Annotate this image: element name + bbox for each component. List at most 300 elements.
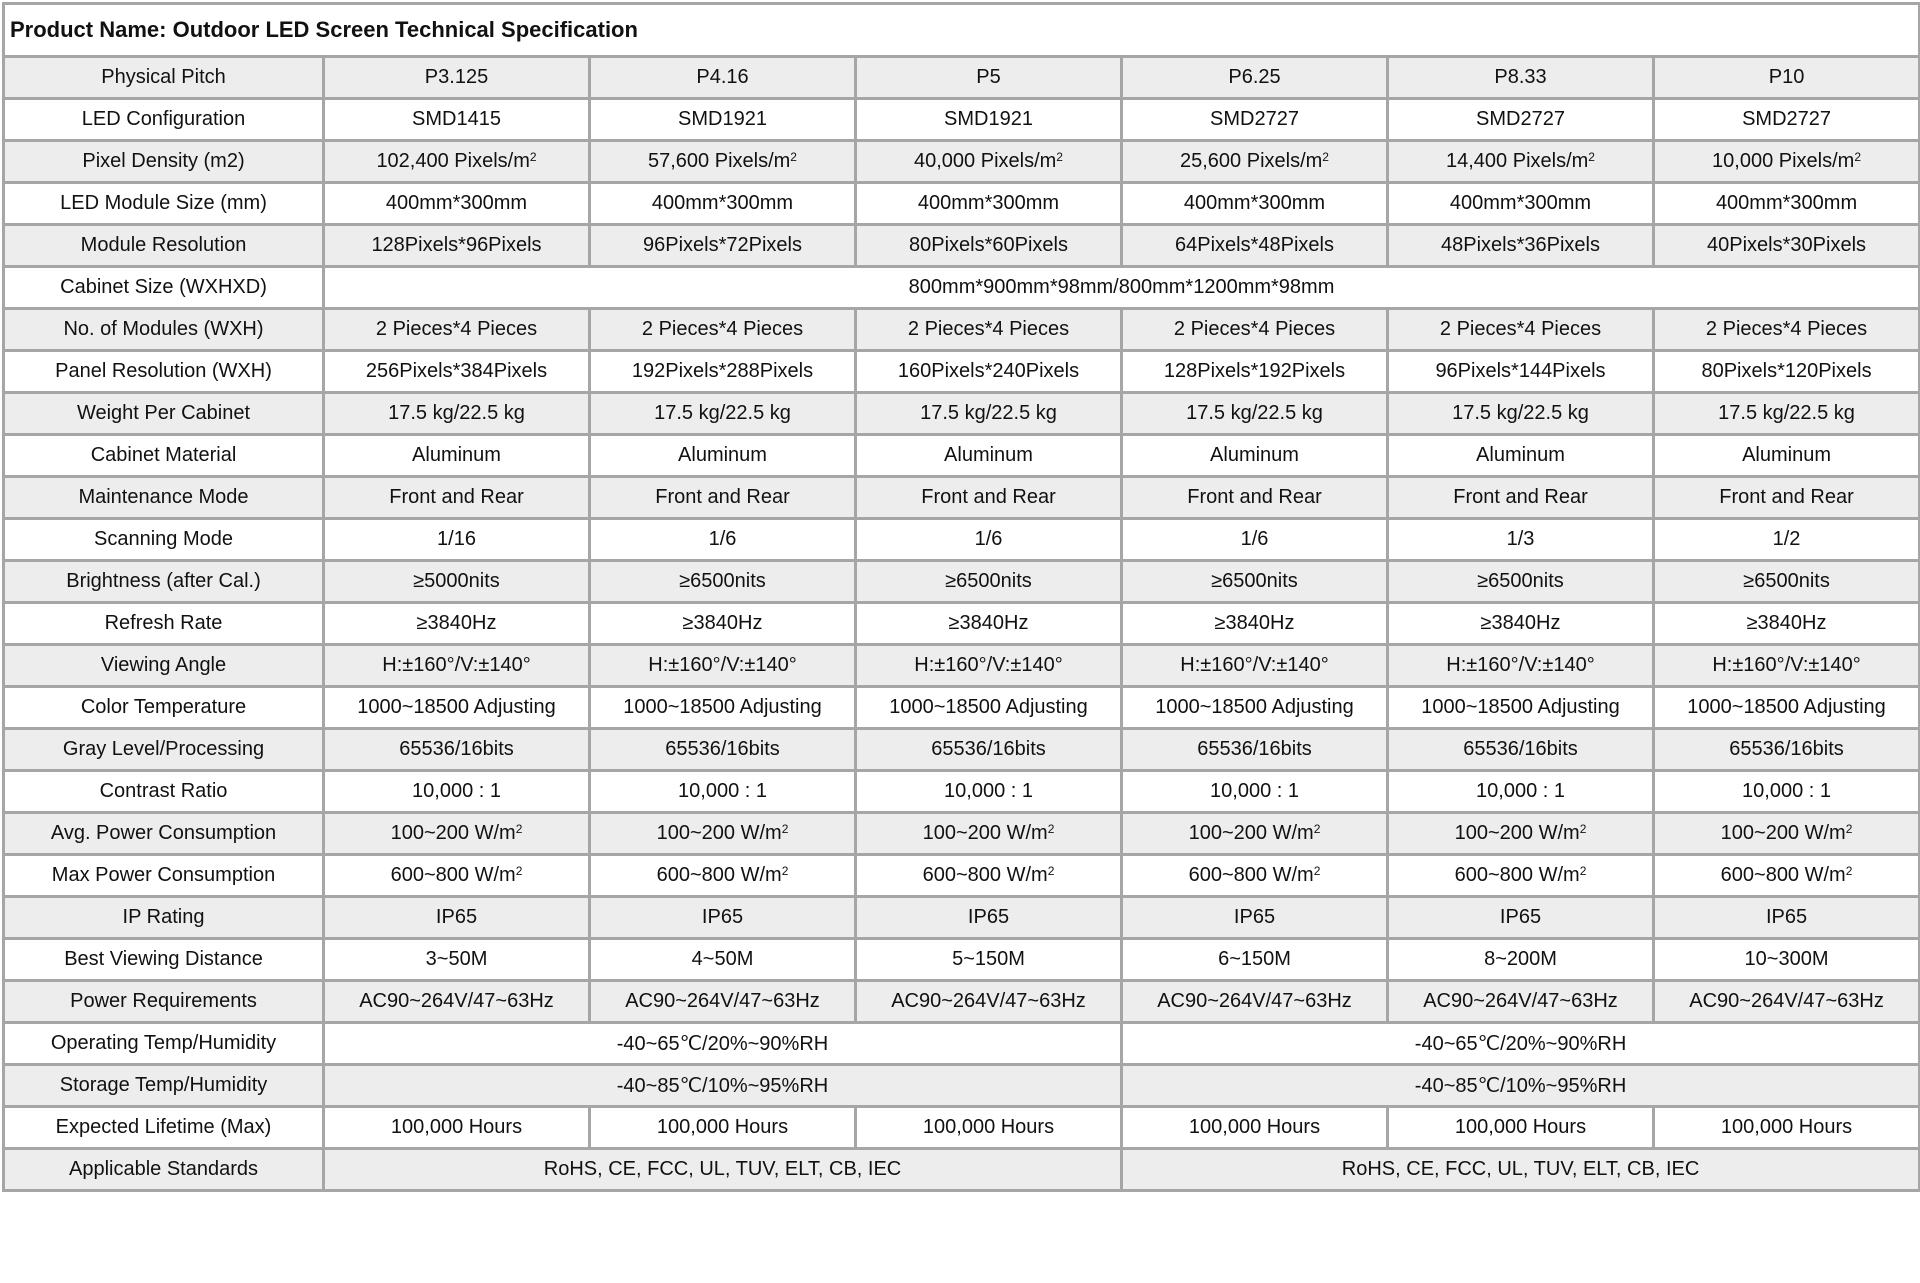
table-cell [324, 435, 590, 477]
cell-value: -40~65℃/20%~90%RH [616, 1033, 829, 1055]
cell-value: 17.5 kg/22.5 kg [920, 402, 1057, 424]
table-cell [1654, 519, 1920, 561]
table-cell [1654, 477, 1920, 519]
table-cell [1388, 435, 1654, 477]
cell-value: 600~800 W/m [390, 864, 516, 886]
table-cell [324, 1107, 590, 1149]
table-cell [590, 939, 856, 981]
table-cell [1122, 939, 1388, 981]
cell-value: SMD1921 [944, 108, 1033, 130]
cell-value: AC90~264V/47~63Hz [1157, 990, 1352, 1012]
cell-value: AC90~264V/47~63Hz [359, 990, 554, 1012]
cell-superscript: 2 [1845, 822, 1853, 836]
row-label: Expected Lifetime (Max) [4, 1107, 324, 1149]
table-row [4, 1149, 1920, 1191]
table-row [4, 267, 1920, 309]
table-cell [856, 897, 1122, 939]
table-cell [1122, 729, 1388, 771]
cell-value: 100,000 Hours [922, 1116, 1055, 1138]
table-cell [1388, 225, 1654, 267]
cell-value: SMD2727 [1210, 108, 1299, 130]
table-row [4, 183, 1920, 225]
table-cell [590, 561, 856, 603]
cell-value: Aluminum [678, 444, 767, 466]
cell-value: H:±160°/V:±140° [648, 654, 797, 676]
row-label: Storage Temp/Humidity [4, 1065, 324, 1107]
table-cell [1388, 183, 1654, 225]
table-row [4, 351, 1920, 393]
cell-value: 5~150M [952, 948, 1025, 970]
table-row [4, 771, 1920, 813]
cell-value: 57,600 Pixels/m [648, 150, 791, 172]
cell-value: 17.5 kg/22.5 kg [1186, 402, 1323, 424]
table-cell [1388, 57, 1654, 99]
table-cell [1654, 897, 1920, 939]
row-label: Brightness (after Cal.) [4, 561, 324, 603]
cell-value: 100,000 Hours [1720, 1116, 1853, 1138]
table-cell [324, 603, 590, 645]
table-cell [324, 729, 590, 771]
table-cell [590, 225, 856, 267]
table-cell [856, 57, 1122, 99]
table-cell [1122, 1023, 1920, 1065]
table-cell [1388, 561, 1654, 603]
table-cell [1122, 141, 1388, 183]
table-cell [1654, 183, 1920, 225]
cell-superscript: 2 [790, 150, 797, 164]
cell-value: 1000~18500 Adjusting [357, 696, 556, 718]
table-row [4, 309, 1920, 351]
table-cell [324, 393, 590, 435]
cell-value: P4.16 [696, 66, 749, 88]
cell-value: P6.25 [1228, 66, 1281, 88]
cell-value: 192Pixels*288Pixels [631, 360, 814, 382]
cell-value: 100~200 W/m [1454, 822, 1580, 844]
cell-value: 400mm*300mm [917, 192, 1060, 214]
table-cell [590, 855, 856, 897]
table-cell [856, 477, 1122, 519]
cell-value: AC90~264V/47~63Hz [1689, 990, 1884, 1012]
row-label: LED Module Size (mm) [4, 183, 324, 225]
table-row [4, 57, 1920, 99]
cell-value: 65536/16bits [1729, 738, 1844, 760]
cell-value: IP65 [1765, 906, 1808, 928]
table-cell [1654, 393, 1920, 435]
row-label: Pixel Density (m2) [4, 141, 324, 183]
table-row [4, 1107, 1920, 1149]
cell-value: 1/2 [1772, 528, 1801, 550]
table-cell [590, 771, 856, 813]
table-cell [324, 99, 590, 141]
row-label: Weight Per Cabinet [4, 393, 324, 435]
table-cell [590, 393, 856, 435]
table-cell [324, 687, 590, 729]
table-cell [856, 141, 1122, 183]
cell-value: 4~50M [691, 948, 754, 970]
table-cell [856, 687, 1122, 729]
row-label: IP Rating [4, 897, 324, 939]
cell-value: 128Pixels*192Pixels [1163, 360, 1346, 382]
table-cell [1122, 897, 1388, 939]
cell-value: 100~200 W/m [656, 822, 782, 844]
table-cell [1122, 99, 1388, 141]
table-cell [856, 435, 1122, 477]
spec-table-body [4, 4, 1920, 1191]
cell-value: SMD1415 [412, 108, 501, 130]
table-cell [856, 99, 1122, 141]
table-row [4, 519, 1920, 561]
table-cell [1122, 771, 1388, 813]
cell-value: Aluminum [1742, 444, 1831, 466]
table-row [4, 897, 1920, 939]
cell-value: 65536/16bits [931, 738, 1046, 760]
table-row [4, 225, 1920, 267]
row-label: Operating Temp/Humidity [4, 1023, 324, 1065]
page-title: Product Name: Outdoor LED Screen Technical Specification [4, 4, 1920, 57]
cell-value: 600~800 W/m [1454, 864, 1580, 886]
cell-value: -40~65℃/20%~90%RH [1414, 1033, 1627, 1055]
cell-value: IP65 [1499, 906, 1542, 928]
row-label: Gray Level/Processing [4, 729, 324, 771]
row-label: LED Configuration [4, 99, 324, 141]
table-cell [1122, 813, 1388, 855]
cell-value: IP65 [1233, 906, 1276, 928]
cell-value: 100~200 W/m [390, 822, 516, 844]
cell-value: 100,000 Hours [656, 1116, 789, 1138]
table-cell [1122, 645, 1388, 687]
table-cell [1654, 225, 1920, 267]
cell-value: 100~200 W/m [1188, 822, 1314, 844]
table-cell [1388, 729, 1654, 771]
table-cell [1654, 603, 1920, 645]
cell-superscript: 2 [1579, 822, 1587, 836]
table-cell [1122, 561, 1388, 603]
table-cell [1654, 435, 1920, 477]
table-cell [590, 141, 856, 183]
table-cell [1388, 141, 1654, 183]
table-cell [1388, 897, 1654, 939]
table-row [4, 687, 1920, 729]
spec-table [2, 2, 1920, 1192]
cell-value: H:±160°/V:±140° [1446, 654, 1595, 676]
table-cell [1122, 1149, 1920, 1191]
cell-value: H:±160°/V:±140° [1712, 654, 1861, 676]
row-label: Max Power Consumption [4, 855, 324, 897]
cell-value: 10,000 : 1 [412, 780, 501, 802]
cell-superscript: 2 [1845, 864, 1853, 878]
table-cell [590, 645, 856, 687]
table-row [4, 435, 1920, 477]
table-cell [1388, 1107, 1654, 1149]
cell-value: ≥3840Hz [416, 612, 497, 634]
cell-value: IP65 [435, 906, 478, 928]
cell-value: 2 Pieces*4 Pieces [1705, 318, 1868, 340]
cell-value: 80Pixels*60Pixels [909, 234, 1068, 256]
cell-value: SMD2727 [1476, 108, 1565, 130]
cell-value: ≥3840Hz [948, 612, 1029, 634]
cell-value: 65536/16bits [1197, 738, 1312, 760]
row-label: Cabinet Material [4, 435, 324, 477]
cell-superscript: 2 [515, 864, 523, 878]
cell-value: Aluminum [944, 444, 1033, 466]
table-cell [856, 855, 1122, 897]
row-label: Power Requirements [4, 981, 324, 1023]
cell-value: H:±160°/V:±140° [914, 654, 1063, 676]
table-cell [1654, 813, 1920, 855]
cell-value: -40~85℃/10%~95%RH [616, 1075, 829, 1097]
cell-value: 400mm*300mm [1449, 192, 1592, 214]
table-cell [324, 897, 590, 939]
table-cell [1654, 855, 1920, 897]
cell-value: 100~200 W/m [1720, 822, 1846, 844]
cell-value: Front and Rear [1719, 486, 1854, 508]
table-cell [324, 225, 590, 267]
cell-value: P8.33 [1494, 66, 1547, 88]
cell-value: ≥3840Hz [1214, 612, 1295, 634]
table-cell [590, 603, 856, 645]
cell-value: ≥5000nits [413, 570, 500, 592]
table-cell [1122, 183, 1388, 225]
cell-value: RoHS, CE, FCC, UL, TUV, ELT, CB, IEC [1341, 1158, 1700, 1180]
cell-value: 17.5 kg/22.5 kg [1718, 402, 1855, 424]
cell-value: 1000~18500 Adjusting [889, 696, 1088, 718]
table-cell [856, 771, 1122, 813]
cell-superscript: 2 [1313, 864, 1321, 878]
cell-value: 40Pixels*30Pixels [1707, 234, 1867, 256]
table-cell [590, 351, 856, 393]
cell-value: 100,000 Hours [1454, 1116, 1587, 1138]
table-cell [324, 855, 590, 897]
table-cell [856, 309, 1122, 351]
table-cell [1122, 855, 1388, 897]
table-cell [324, 813, 590, 855]
cell-value: 1000~18500 Adjusting [623, 696, 822, 718]
cell-value: Front and Rear [389, 486, 524, 508]
table-cell [1388, 687, 1654, 729]
row-label: Maintenance Mode [4, 477, 324, 519]
table-row [4, 1023, 1920, 1065]
cell-value: AC90~264V/47~63Hz [1423, 990, 1618, 1012]
row-label: Best Viewing Distance [4, 939, 324, 981]
cell-value: 8~200M [1484, 948, 1557, 970]
cell-value: AC90~264V/47~63Hz [625, 990, 820, 1012]
cell-value: 10~300M [1744, 948, 1829, 970]
table-cell [324, 183, 590, 225]
table-cell [324, 141, 590, 183]
cell-value: 600~800 W/m [922, 864, 1048, 886]
table-cell [324, 309, 590, 351]
cell-value: 65536/16bits [665, 738, 780, 760]
table-cell [1654, 351, 1920, 393]
row-label: Cabinet Size (WXHXD) [4, 267, 324, 309]
cell-value: 2 Pieces*4 Pieces [1439, 318, 1602, 340]
table-cell [856, 603, 1122, 645]
cell-superscript: 2 [1854, 150, 1862, 164]
table-cell [324, 561, 590, 603]
cell-value: 100~200 W/m [922, 822, 1048, 844]
cell-value: 128Pixels*96Pixels [371, 234, 542, 256]
table-cell [324, 981, 590, 1023]
table-cell [1388, 309, 1654, 351]
table-row [4, 141, 1920, 183]
table-cell [324, 267, 1920, 309]
cell-value: ≥6500nits [1477, 570, 1564, 592]
table-row [4, 981, 1920, 1023]
cell-value: 10,000 : 1 [678, 780, 767, 802]
cell-value: 102,400 Pixels/m [376, 150, 530, 172]
table-cell [590, 435, 856, 477]
table-cell [1388, 393, 1654, 435]
cell-superscript: 2 [529, 150, 537, 164]
table-cell [590, 687, 856, 729]
cell-value: 1/16 [437, 528, 476, 550]
cell-value: ≥3840Hz [1480, 612, 1561, 634]
table-cell [1654, 645, 1920, 687]
cell-value: H:±160°/V:±140° [1180, 654, 1329, 676]
table-cell [324, 771, 590, 813]
cell-value: 600~800 W/m [1720, 864, 1846, 886]
cell-value: 17.5 kg/22.5 kg [1452, 402, 1589, 424]
cell-value: 14,400 Pixels/m [1446, 150, 1589, 172]
table-cell [1122, 1107, 1388, 1149]
cell-value: 10,000 : 1 [944, 780, 1033, 802]
table-cell [590, 1107, 856, 1149]
table-cell [1654, 687, 1920, 729]
table-cell [1122, 1065, 1920, 1107]
row-label: Scanning Mode [4, 519, 324, 561]
cell-value: IP65 [701, 906, 744, 928]
cell-value: ≥6500nits [945, 570, 1032, 592]
table-cell [1654, 141, 1920, 183]
row-label: Color Temperature [4, 687, 324, 729]
row-label: Applicable Standards [4, 1149, 324, 1191]
cell-value: H:±160°/V:±140° [382, 654, 531, 676]
cell-value: Aluminum [412, 444, 501, 466]
table-cell [1122, 393, 1388, 435]
table-cell [324, 939, 590, 981]
table-cell [1388, 939, 1654, 981]
table-row [4, 561, 1920, 603]
cell-value: 65536/16bits [1463, 738, 1578, 760]
cell-value: 1000~18500 Adjusting [1155, 696, 1354, 718]
cell-value: 600~800 W/m [656, 864, 782, 886]
cell-value: 800mm*900mm*98mm/800mm*1200mm*98mm [908, 276, 1335, 298]
table-cell [856, 1107, 1122, 1149]
table-cell [856, 645, 1122, 687]
cell-superscript: 2 [1322, 150, 1329, 164]
cell-superscript: 2 [1047, 822, 1055, 836]
table-cell [1654, 981, 1920, 1023]
cell-value: ≥6500nits [679, 570, 766, 592]
table-row [4, 393, 1920, 435]
title-row [4, 4, 1920, 57]
cell-value: 3~50M [425, 948, 488, 970]
cell-superscript: 2 [515, 822, 523, 836]
cell-value: 10,000 : 1 [1210, 780, 1299, 802]
cell-value: 2 Pieces*4 Pieces [907, 318, 1070, 340]
spec-sheet [2, 2, 1917, 1192]
table-cell [1122, 57, 1388, 99]
row-label: Physical Pitch [4, 57, 324, 99]
row-label: Panel Resolution (WXH) [4, 351, 324, 393]
table-cell [324, 1065, 1122, 1107]
cell-superscript: 2 [781, 822, 789, 836]
cell-value: RoHS, CE, FCC, UL, TUV, ELT, CB, IEC [543, 1158, 902, 1180]
table-cell [590, 99, 856, 141]
cell-value: 400mm*300mm [651, 192, 794, 214]
table-cell [1122, 435, 1388, 477]
cell-value: Aluminum [1476, 444, 1565, 466]
cell-superscript: 2 [1056, 150, 1063, 164]
row-label: Contrast Ratio [4, 771, 324, 813]
cell-value: 64Pixels*48Pixels [1175, 234, 1334, 256]
table-cell [324, 1149, 1122, 1191]
table-row [4, 99, 1920, 141]
cell-value: 2 Pieces*4 Pieces [641, 318, 804, 340]
cell-value: Front and Rear [1187, 486, 1322, 508]
cell-value: 25,600 Pixels/m [1180, 150, 1323, 172]
table-cell [324, 477, 590, 519]
cell-value: 96Pixels*72Pixels [643, 234, 802, 256]
table-row [4, 813, 1920, 855]
cell-value: 80Pixels*120Pixels [1701, 360, 1872, 382]
cell-value: 65536/16bits [399, 738, 514, 760]
cell-value: 2 Pieces*4 Pieces [1173, 318, 1336, 340]
table-cell [1654, 771, 1920, 813]
cell-value: 10,000 Pixels/m [1712, 150, 1855, 172]
cell-superscript: 2 [1579, 864, 1587, 878]
cell-value: 10,000 : 1 [1476, 780, 1565, 802]
cell-value: 17.5 kg/22.5 kg [388, 402, 525, 424]
cell-value: -40~85℃/10%~95%RH [1414, 1075, 1627, 1097]
table-cell [1388, 645, 1654, 687]
cell-superscript: 2 [1313, 822, 1321, 836]
table-row [4, 1065, 1920, 1107]
table-cell [1122, 309, 1388, 351]
table-cell [590, 813, 856, 855]
cell-value: 1000~18500 Adjusting [1421, 696, 1620, 718]
cell-value: 1/6 [708, 528, 737, 550]
table-cell [856, 393, 1122, 435]
row-label: Module Resolution [4, 225, 324, 267]
table-cell [856, 351, 1122, 393]
table-cell [856, 981, 1122, 1023]
cell-value: ≥6500nits [1211, 570, 1298, 592]
table-cell [590, 897, 856, 939]
table-cell [1654, 561, 1920, 603]
table-cell [856, 225, 1122, 267]
table-cell [590, 477, 856, 519]
cell-value: ≥3840Hz [682, 612, 763, 634]
cell-value: 160Pixels*240Pixels [897, 360, 1080, 382]
cell-superscript: 2 [781, 864, 789, 878]
cell-value: 256Pixels*384Pixels [365, 360, 548, 382]
table-cell [1388, 771, 1654, 813]
table-cell [1654, 939, 1920, 981]
table-row [4, 855, 1920, 897]
cell-value: 400mm*300mm [1715, 192, 1858, 214]
table-cell [324, 351, 590, 393]
table-cell [1122, 981, 1388, 1023]
row-label: Avg. Power Consumption [4, 813, 324, 855]
cell-superscript: 2 [1047, 864, 1055, 878]
table-cell [1388, 813, 1654, 855]
table-cell [1654, 309, 1920, 351]
table-cell [590, 309, 856, 351]
cell-value: IP65 [967, 906, 1010, 928]
cell-value: 2 Pieces*4 Pieces [375, 318, 538, 340]
cell-value: 100,000 Hours [1188, 1116, 1321, 1138]
